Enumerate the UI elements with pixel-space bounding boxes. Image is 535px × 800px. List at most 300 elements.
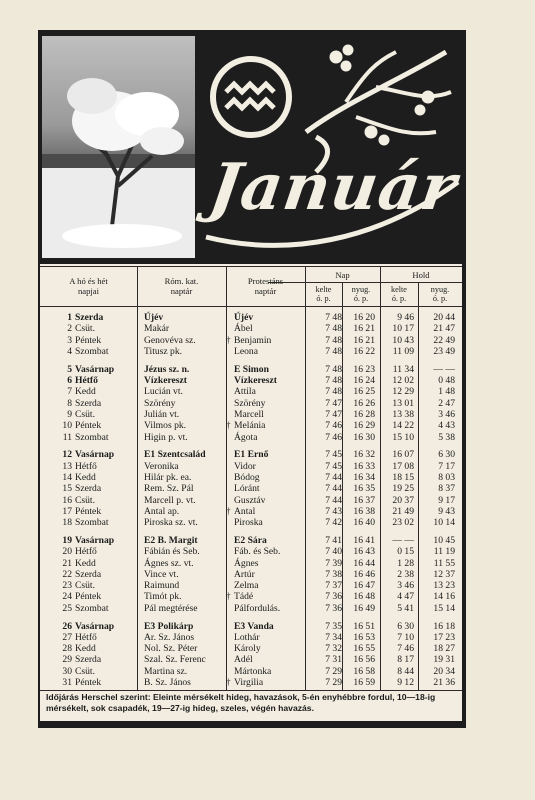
cell-weekday: Péntek <box>75 420 102 432</box>
cell-moonset: 21 36 <box>433 677 455 688</box>
cell-catholic-name: Újév <box>144 312 164 323</box>
cell-moonrise: 17 08 <box>392 460 414 472</box>
cell-day-number: 15 <box>62 483 72 495</box>
header-sun-rise: kelte <box>315 285 332 294</box>
cell-sunrise: 7 44 <box>325 483 342 495</box>
cell-sunset: 16 58 <box>353 665 375 677</box>
cell-catholic-name: Fábián és Seb. <box>144 546 200 558</box>
cell-weekday: Kedd <box>75 643 96 655</box>
cell-moonrise: 16 07 <box>392 449 414 461</box>
table-row <box>40 517 462 528</box>
table-row <box>40 375 462 386</box>
table-row <box>40 461 462 472</box>
cell-sunrise: 7 41 <box>325 534 342 546</box>
winter-tree-photo <box>42 36 195 258</box>
cell-sunset: 16 59 <box>353 677 375 688</box>
table-row <box>40 603 462 614</box>
cell-protestant-name: Lóránt <box>234 483 260 495</box>
cell-weekday: Kedd <box>75 386 96 398</box>
cell-moonrise: 13 01 <box>392 397 414 409</box>
cell-moonrise: 21 49 <box>392 505 414 517</box>
cell-moonrise: 2 38 <box>397 568 414 580</box>
table-row <box>40 535 462 546</box>
cell-sunset: 16 53 <box>353 631 375 643</box>
cell-day-number: 13 <box>62 460 72 472</box>
cell-sunrise: 7 35 <box>325 620 342 632</box>
cell-day-number: 30 <box>62 665 72 677</box>
cell-moonrise: 19 25 <box>392 483 414 495</box>
cell-sunrise: 7 48 <box>325 345 342 357</box>
cell-day-number: 23 <box>62 580 72 592</box>
table-row <box>40 398 462 409</box>
cell-catholic-name: Hilár pk. ea. <box>144 471 192 483</box>
cell-moonset: 8 37 <box>438 483 455 495</box>
table-row <box>40 409 462 420</box>
table-row <box>40 632 462 643</box>
table-row <box>40 621 462 632</box>
cell-day-number: 16 <box>62 494 72 506</box>
cell-moonset: — — <box>433 363 455 375</box>
cell-moonset: 9 43 <box>438 505 455 517</box>
cell-sunset: 16 34 <box>353 471 375 483</box>
cell-sunset: 16 35 <box>353 483 375 495</box>
cell-fast-day-mark: † <box>226 334 231 345</box>
table-row <box>40 677 462 688</box>
table-row <box>40 335 462 346</box>
cell-moonrise: 3 46 <box>397 580 414 592</box>
cell-fast-day-mark: † <box>226 677 231 687</box>
cell-protestant-name: Vidor <box>234 460 256 472</box>
cell-sunset: 16 29 <box>353 420 375 432</box>
cell-sunrise: 7 34 <box>325 631 342 643</box>
cell-catholic-name: Piroska sz. vt. <box>144 517 198 529</box>
cell-moonrise: 10 43 <box>392 334 414 346</box>
cell-catholic-name: Raimund <box>144 580 180 592</box>
cell-weekday: Vasárnap <box>75 363 115 375</box>
cell-moonrise: 9 46 <box>397 312 414 323</box>
cell-sunrise: 7 29 <box>325 665 342 677</box>
cell-protestant-name: Lothár <box>234 631 260 643</box>
cell-sunrise: 7 42 <box>325 517 342 529</box>
cell-moonrise: 11 34 <box>392 363 414 375</box>
cell-protestant-name: Antal <box>234 505 256 517</box>
cell-sunrise: 7 48 <box>325 386 342 398</box>
cell-sunrise: 7 48 <box>325 312 342 323</box>
cell-protestant-name: Adél <box>234 654 253 666</box>
cell-moonset: 10 14 <box>433 517 455 529</box>
cell-protestant-name: Újév <box>234 312 254 323</box>
table-row <box>40 654 462 665</box>
cell-moonset: 12 37 <box>433 568 455 580</box>
table-row <box>40 449 462 460</box>
cell-moonset: 0 48 <box>438 375 455 386</box>
header-days-line2: napjai <box>78 286 99 296</box>
weather-note: Időjárás Herschel szerint: Eleinte mérsékelt hideg, havazások, 5-én enyhébbre fordul, 10—18-ig mérsékelt, sok csapadék, 19—27-ig hideg, szeles, végén havazás. <box>46 692 436 713</box>
cell-weekday: Csüt. <box>75 494 95 506</box>
cell-catholic-name: Pál megtérése <box>144 602 198 614</box>
cell-sunrise: 7 38 <box>325 568 342 580</box>
cell-moonset: 19 31 <box>433 654 455 666</box>
cell-day-number: 11 <box>62 431 72 443</box>
cell-sunset: 16 49 <box>353 602 375 614</box>
cell-sunset: 16 37 <box>353 494 375 506</box>
cell-day-number: 17 <box>62 505 72 517</box>
cell-catholic-name: Szörény <box>144 397 176 409</box>
cell-moonrise: 0 15 <box>397 546 414 558</box>
cell-weekday: Szombat <box>75 345 109 357</box>
cell-protestant-name: Tádé <box>234 591 254 603</box>
cell-moonset: 7 17 <box>438 460 455 472</box>
cell-moonrise: 15 10 <box>392 431 414 443</box>
table-row <box>40 472 462 483</box>
cell-catholic-name: Genovéva sz. <box>144 334 196 346</box>
cell-moonrise: 13 38 <box>392 408 414 420</box>
cell-protestant-name: Ágota <box>234 431 258 443</box>
cell-protestant-name: Szörény <box>234 397 266 409</box>
cell-day-number: 7 <box>67 386 72 398</box>
cell-sunset: 16 55 <box>353 643 375 655</box>
cell-sunset: 16 44 <box>353 557 375 569</box>
cell-sunset: 16 30 <box>353 431 375 443</box>
table-row <box>40 346 462 357</box>
cell-weekday: Hétfő <box>75 546 97 558</box>
cell-sunrise: 7 31 <box>325 654 342 666</box>
header-catholic-line1: Róm. kat. <box>164 276 199 286</box>
cell-sunrise: 7 48 <box>325 334 342 346</box>
cell-day-number: 2 <box>67 323 72 335</box>
cell-protestant-name: Pálfordulás. <box>234 602 281 614</box>
cell-moonrise: 10 17 <box>392 323 414 335</box>
cell-sunset: 16 56 <box>353 654 375 666</box>
cell-catholic-name: Titusz pk. <box>144 345 183 357</box>
cell-sunset: 16 40 <box>353 517 375 529</box>
cell-weekday: Vasárnap <box>75 449 115 461</box>
cell-catholic-name: Makár <box>144 323 170 335</box>
cell-moonrise: 5 41 <box>397 602 414 614</box>
cell-day-number: 9 <box>67 408 72 420</box>
cell-day-number: 18 <box>62 517 72 529</box>
cell-protestant-name: Leona <box>234 345 258 357</box>
cell-sunrise: 7 39 <box>325 557 342 569</box>
cell-weekday: Péntek <box>75 591 102 603</box>
cell-catholic-name: E1 Szentcsalád <box>144 449 206 461</box>
table-row <box>40 558 462 569</box>
cell-day-number: 21 <box>62 557 72 569</box>
cell-catholic-name: Ágnes sz. vt. <box>144 557 194 569</box>
cell-day-number: 29 <box>62 654 72 666</box>
cell-moonset: 1 48 <box>438 386 455 398</box>
cell-moonrise: 6 30 <box>397 620 414 632</box>
cell-sunset: 16 41 <box>353 534 375 546</box>
table-row <box>40 420 462 431</box>
header-moon-rise: kelte <box>391 285 407 294</box>
cell-sunrise: 7 48 <box>325 375 342 386</box>
cell-sunrise: 7 44 <box>325 494 342 506</box>
cell-weekday: Szerda <box>75 312 104 323</box>
cell-sunset: 16 21 <box>353 323 375 335</box>
cell-catholic-name: Timót pk. <box>144 591 182 603</box>
cell-weekday: Péntek <box>75 334 102 346</box>
table-row <box>40 591 462 602</box>
cell-weekday: Hétfő <box>75 375 98 386</box>
cell-catholic-name: Marcell p. vt. <box>144 494 196 506</box>
cell-catholic-name: Vilmos pk. <box>144 420 187 432</box>
cell-protestant-name: Károly <box>234 643 261 655</box>
cell-day-number: 14 <box>62 471 72 483</box>
cell-day-number: 1 <box>67 312 72 323</box>
cell-fast-day-mark: † <box>226 591 231 602</box>
cell-catholic-name: Martina sz. <box>144 665 188 677</box>
cell-day-number: 10 <box>62 420 72 432</box>
cell-day-number: 20 <box>62 546 72 558</box>
cell-moonset: 5 38 <box>438 431 455 443</box>
cell-moonrise: 8 44 <box>397 665 414 677</box>
cell-weekday: Vasárnap <box>75 534 115 546</box>
cell-moonset: 20 44 <box>433 312 455 323</box>
cell-moonrise: — — <box>392 534 414 546</box>
cell-moonset: 11 19 <box>433 546 455 558</box>
table-row <box>40 483 462 494</box>
cell-sunrise: 7 45 <box>325 460 342 472</box>
cell-moonset: 14 16 <box>433 591 455 603</box>
table-row <box>40 364 462 375</box>
cell-catholic-name: E3 Polikárp <box>144 620 194 632</box>
header-ornament <box>196 32 464 260</box>
cell-catholic-name: Ar. Sz. János <box>144 631 195 643</box>
cell-moonset: 2 47 <box>438 397 455 409</box>
cell-weekday: Péntek <box>75 677 102 688</box>
cell-day-number: 26 <box>62 620 72 632</box>
cell-moonset: 18 27 <box>433 643 455 655</box>
cell-catholic-name: Vízkereszt <box>144 375 187 386</box>
cell-moonset: 23 49 <box>433 345 455 357</box>
cell-weekday: Kedd <box>75 557 96 569</box>
cell-sunrise: 7 44 <box>325 471 342 483</box>
cell-sunset: 16 28 <box>353 408 375 420</box>
cell-sunrise: 7 47 <box>325 397 342 409</box>
cell-moonset: 8 03 <box>438 471 455 483</box>
cell-protestant-name: Zelma <box>234 580 259 592</box>
cell-sunset: 16 33 <box>353 460 375 472</box>
table-row <box>40 386 462 397</box>
cell-moonrise: 11 09 <box>392 345 414 357</box>
aquarius-sign <box>213 59 289 135</box>
cell-sunrise: 7 46 <box>325 431 342 443</box>
cell-sunset: 16 21 <box>353 334 375 346</box>
cell-sunrise: 7 48 <box>325 323 342 335</box>
cell-moonset: 20 34 <box>433 665 455 677</box>
cell-sunrise: 7 36 <box>325 591 342 603</box>
header-moon-set: nyug. <box>430 285 450 294</box>
header-moon: Hold <box>412 270 430 280</box>
cell-sunrise: 7 29 <box>325 677 342 688</box>
cell-sunset: 16 22 <box>353 345 375 357</box>
cell-moonrise: 8 17 <box>397 654 414 666</box>
cell-day-number: 24 <box>62 591 72 603</box>
header-moon-set-unit: ó. p. <box>432 294 448 303</box>
cell-sunset: 16 38 <box>353 505 375 517</box>
cell-weekday: Csüt. <box>75 408 95 420</box>
cell-day-number: 8 <box>67 397 72 409</box>
cell-day-number: 31 <box>62 677 72 688</box>
cell-protestant-name: Attila <box>234 386 256 398</box>
cell-weekday: Szombat <box>75 431 109 443</box>
cell-day-number: 3 <box>67 334 72 346</box>
table-row <box>40 432 462 443</box>
table-row <box>40 546 462 557</box>
header-sun: Nap <box>335 270 350 280</box>
cell-catholic-name: Nol. Sz. Péter <box>144 643 198 655</box>
cell-day-number: 22 <box>62 568 72 580</box>
cell-sunrise: 7 48 <box>325 363 342 375</box>
cell-weekday: Szombat <box>75 602 109 614</box>
cell-protestant-name: Mártonka <box>234 665 272 677</box>
cell-moonrise: 7 10 <box>397 631 414 643</box>
cell-sunrise: 7 36 <box>325 602 342 614</box>
cell-protestant-name: E2 Sára <box>234 534 267 546</box>
cell-sunset: 16 25 <box>353 386 375 398</box>
cell-fast-day-mark: † <box>226 505 231 516</box>
cell-catholic-name: B. Sz. János <box>144 677 191 688</box>
cell-protestant-name: Vízkereszt <box>234 375 277 386</box>
cell-moonrise: 9 12 <box>397 677 414 688</box>
cell-sunrise: 7 43 <box>325 505 342 517</box>
cell-weekday: Csüt. <box>75 665 95 677</box>
cell-sunset: 16 46 <box>353 568 375 580</box>
cell-moonset: 4 43 <box>438 420 455 432</box>
cell-moonrise: 1 28 <box>397 557 414 569</box>
cell-protestant-name: Ábel <box>234 323 253 335</box>
cell-catholic-name: Szal. Sz. Ferenc <box>144 654 206 666</box>
header-catholic-line2: naptár <box>170 286 193 296</box>
cell-weekday: Hétfő <box>75 631 97 643</box>
cell-sunrise: 7 46 <box>325 420 342 432</box>
cell-sunset: 16 24 <box>353 375 375 386</box>
cell-moonrise: 7 46 <box>397 643 414 655</box>
cell-day-number: 27 <box>62 631 72 643</box>
cell-protestant-name: Virgilia <box>234 677 264 688</box>
cell-catholic-name: Veronika <box>144 460 179 472</box>
table-row <box>40 569 462 580</box>
cell-protestant-name: E Simon <box>234 363 269 375</box>
cell-protestant-name: Ágnes <box>234 557 259 569</box>
cell-moonrise: 20 37 <box>392 494 414 506</box>
cell-moonrise: 18 15 <box>392 471 414 483</box>
cell-weekday: Szerda <box>75 654 102 666</box>
cell-weekday: Szerda <box>75 397 102 409</box>
cell-sunset: 16 26 <box>353 397 375 409</box>
cell-moonset: 21 47 <box>433 323 455 335</box>
header-protestant-line2: naptár <box>254 286 277 296</box>
cell-weekday: Csüt. <box>75 323 95 335</box>
cell-sunset: 16 47 <box>353 580 375 592</box>
table-row <box>40 506 462 517</box>
cell-weekday: Szerda <box>75 568 102 580</box>
cell-moonset: 10 45 <box>433 534 455 546</box>
cell-moonset: 11 55 <box>433 557 455 569</box>
table-row <box>40 643 462 654</box>
cell-moonrise: 23 02 <box>392 517 414 529</box>
cell-catholic-name: Rem. Sz. Pál <box>144 483 194 495</box>
cell-protestant-name: Piroska <box>234 517 263 529</box>
cell-moonrise: 12 02 <box>392 375 414 386</box>
cell-moonset: 9 17 <box>438 494 455 506</box>
cell-day-number: 28 <box>62 643 72 655</box>
cell-sunrise: 7 32 <box>325 643 342 655</box>
cell-weekday: Péntek <box>75 505 102 517</box>
cell-moonset: 3 46 <box>438 408 455 420</box>
cell-sunset: 16 20 <box>353 312 375 323</box>
month-title: Január <box>204 150 462 225</box>
cell-weekday: Szerda <box>75 483 102 495</box>
cell-protestant-name: Benjamin <box>234 334 272 346</box>
cell-protestant-name: Fáb. és Seb. <box>234 546 281 558</box>
cell-weekday: Hétfő <box>75 460 97 472</box>
cell-fast-day-mark: † <box>226 420 231 431</box>
cell-day-number: 19 <box>62 534 72 546</box>
table-row <box>40 323 462 334</box>
cell-moonset: 17 23 <box>433 631 455 643</box>
cell-protestant-name: Gusztáv <box>234 494 266 506</box>
cell-moonset: 22 49 <box>433 334 455 346</box>
cell-moonrise: 4 47 <box>397 591 414 603</box>
cell-moonset: 16 18 <box>433 620 455 632</box>
cell-catholic-name: Higin p. vt. <box>144 431 188 443</box>
table-row <box>40 312 462 323</box>
cell-protestant-name: E1 Ernő <box>234 449 269 461</box>
cell-catholic-name: Antal ap. <box>144 505 180 517</box>
cell-protestant-name: Artúr <box>234 568 255 580</box>
cell-sunset: 16 32 <box>353 449 375 461</box>
cell-day-number: 4 <box>67 345 72 357</box>
cell-protestant-name: E3 Vanda <box>234 620 274 632</box>
cell-weekday: Kedd <box>75 471 96 483</box>
table-row <box>40 580 462 591</box>
header-sun-set: nyug. <box>351 285 371 294</box>
cell-catholic-name: Jézus sz. n. <box>144 363 190 375</box>
header-sun-rise-unit: ó. p. <box>316 294 331 303</box>
cell-moonrise: 12 29 <box>392 386 414 398</box>
cell-catholic-name: Julián vt. <box>144 408 180 420</box>
cell-catholic-name: Vince vt. <box>144 568 179 580</box>
cell-protestant-name: Melánia <box>234 420 266 432</box>
cell-catholic-name: Lucián vt. <box>144 386 183 398</box>
cell-sunset: 16 43 <box>353 546 375 558</box>
cell-sunset: 16 23 <box>353 363 375 375</box>
table-row <box>40 666 462 677</box>
cell-moonset: 15 14 <box>433 602 455 614</box>
cell-protestant-name: Bódog <box>234 471 260 483</box>
cell-sunrise: 7 47 <box>325 408 342 420</box>
table-row <box>40 495 462 506</box>
cell-sunrise: 7 45 <box>325 449 342 461</box>
cell-sunset: 16 48 <box>353 591 375 603</box>
cell-sunrise: 7 40 <box>325 546 342 558</box>
cell-catholic-name: E2 B. Margit <box>144 534 198 546</box>
cell-day-number: 25 <box>62 602 72 614</box>
cell-moonset: 6 30 <box>438 449 455 461</box>
header-protestant-line1: Protestáns <box>247 276 284 286</box>
header-moon-rise-unit: ó. p. <box>391 294 407 303</box>
cell-day-number: 12 <box>62 449 72 461</box>
header-sun-set-unit: ó. p. <box>353 294 369 303</box>
cell-weekday: Szombat <box>75 517 109 529</box>
cell-sunset: 16 51 <box>353 620 375 632</box>
cell-weekday: Csüt. <box>75 580 95 592</box>
cell-weekday: Vasárnap <box>75 620 115 632</box>
header-days-line1: A hó és hét <box>69 276 108 286</box>
cell-day-number: 5 <box>67 363 72 375</box>
